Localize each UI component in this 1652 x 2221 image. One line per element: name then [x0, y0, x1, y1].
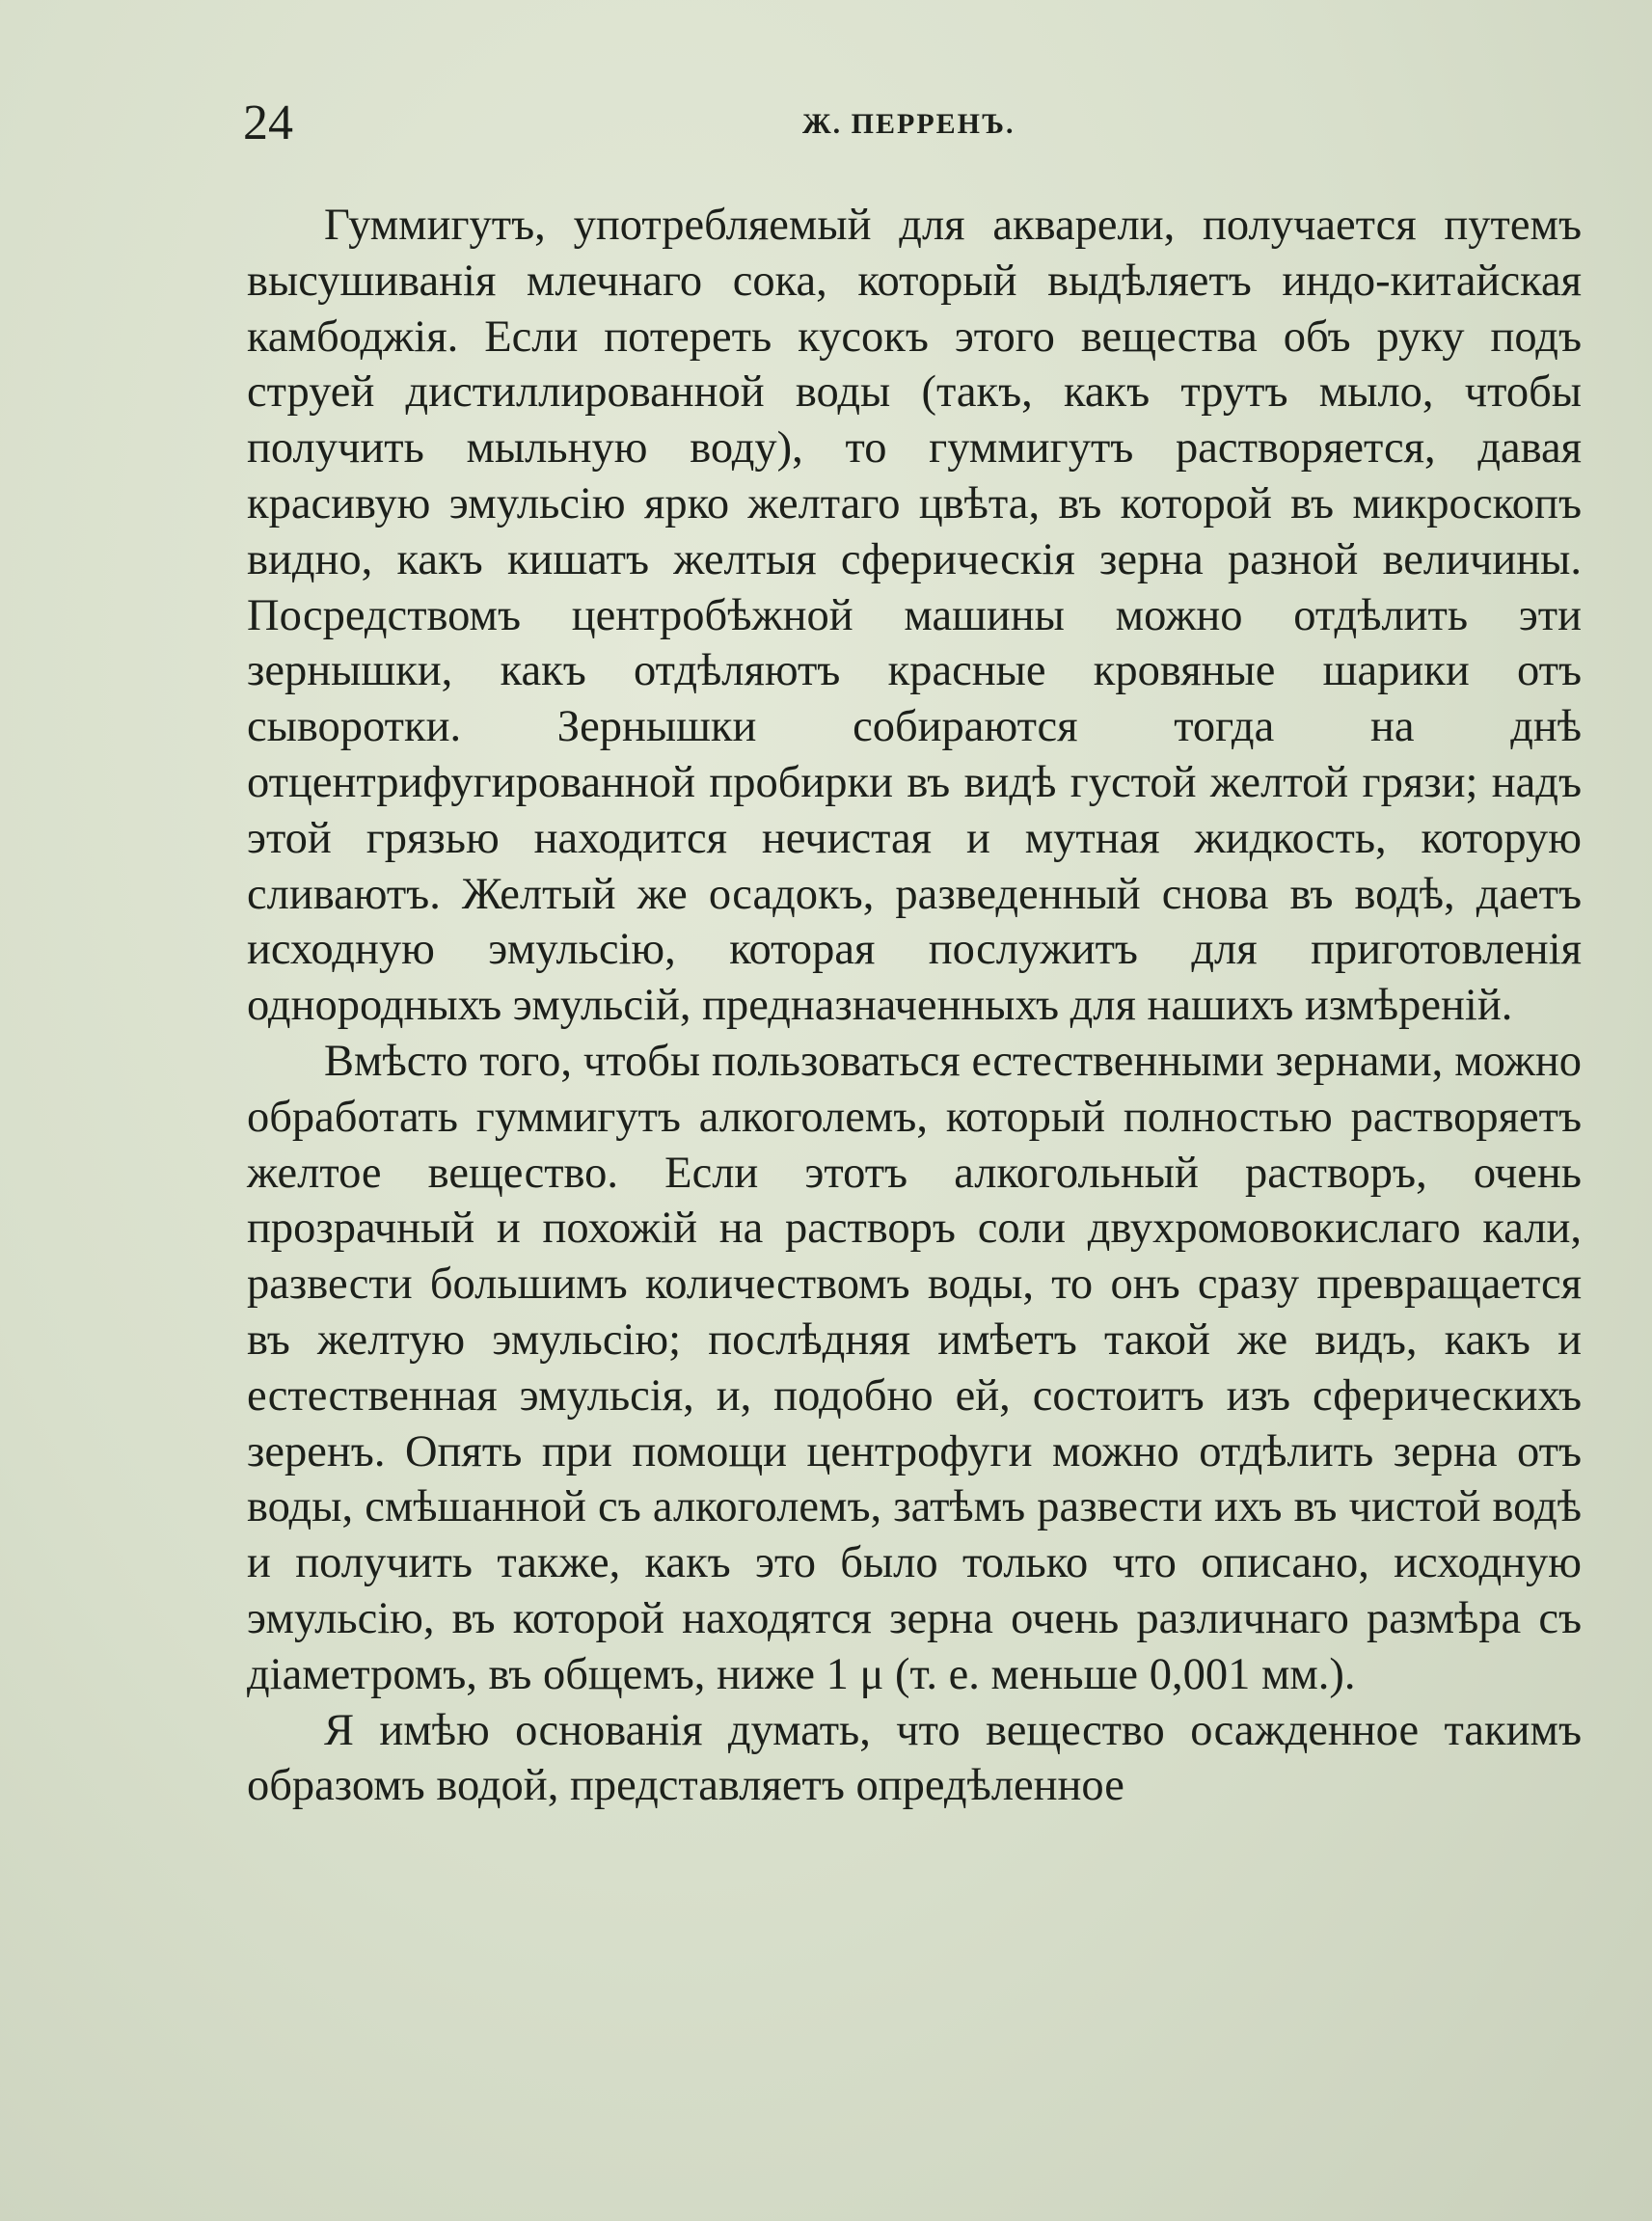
paragraph-2: Вмѣсто того, чтобы пользоваться естественными зернами, можно обработать гуммигутъ алкоголемъ, который полностью растворяетъ желтое вещество. Если этотъ алкогольный растворъ, очень прозрачный и похожій на растворъ соли двухромовокислаго кали, развести большимъ количествомъ воды, то онъ сразу превращается въ желтую эмульсію; послѣдняя имѣетъ такой же видъ, какъ и естественная эмульсія, и, подобно ей, состоитъ изъ сферическихъ зеренъ. Опять при помощи центрофуги можно отдѣлить зерна отъ воды, смѣшанной съ алкоголемъ, затѣмъ развести ихъ въ чистой водѣ и получить также, какъ это было только что описано, исходную эмульсію, въ которой находятся зерна очень различнаго размѣра съ діаметромъ, въ общемъ, ниже 1 μ (т. е. меньше 0,001 мм.).	[247, 1036, 1582, 1699]
page-number: 24	[243, 95, 293, 150]
paragraph-1: Гуммигутъ, употребляемый для акварели, получается путемъ высушиванія млечнаго сока, который выдѣляетъ индо-китайская камбоджія. Если потереть кусокъ этого вещества объ руку подъ струей дистиллированной воды (такъ, какъ трутъ мыло, чтобы получить мыльную воду), то гуммигутъ растворяется, давая красивую эмульсію ярко желтаго цвѣта, въ которой въ микроскопъ видно, какъ кишатъ желтыя сферическія зерна разной величины. Посредствомъ центробѣжной машины можно отдѣлить эти зернышки, какъ отдѣляютъ красные кровяные шарики отъ сыворотки. Зернышки собираются тогда на днѣ отцентрифугированной пробирки въ видѣ густой желтой грязи; надъ этой грязью находится нечистая и мутная жидкость, которую сливаютъ. Желтый же осадокъ, разведенный снова въ водѣ, даетъ исходную эмульсію, которая послужитъ для приготовленія однородныхъ эмульсій, предназначенныхъ для нашихъ измѣреній.	[247, 201, 1582, 1031]
page-header	[243, 95, 1584, 162]
running-head: Ж. ПЕРРЕНЪ.	[802, 108, 1016, 140]
body-text	[247, 198, 1582, 1814]
paragraph-3: Я имѣю основанія думать, что вещество осажденное такимъ образомъ водой, представляетъ опредѣленное	[247, 1705, 1582, 1811]
